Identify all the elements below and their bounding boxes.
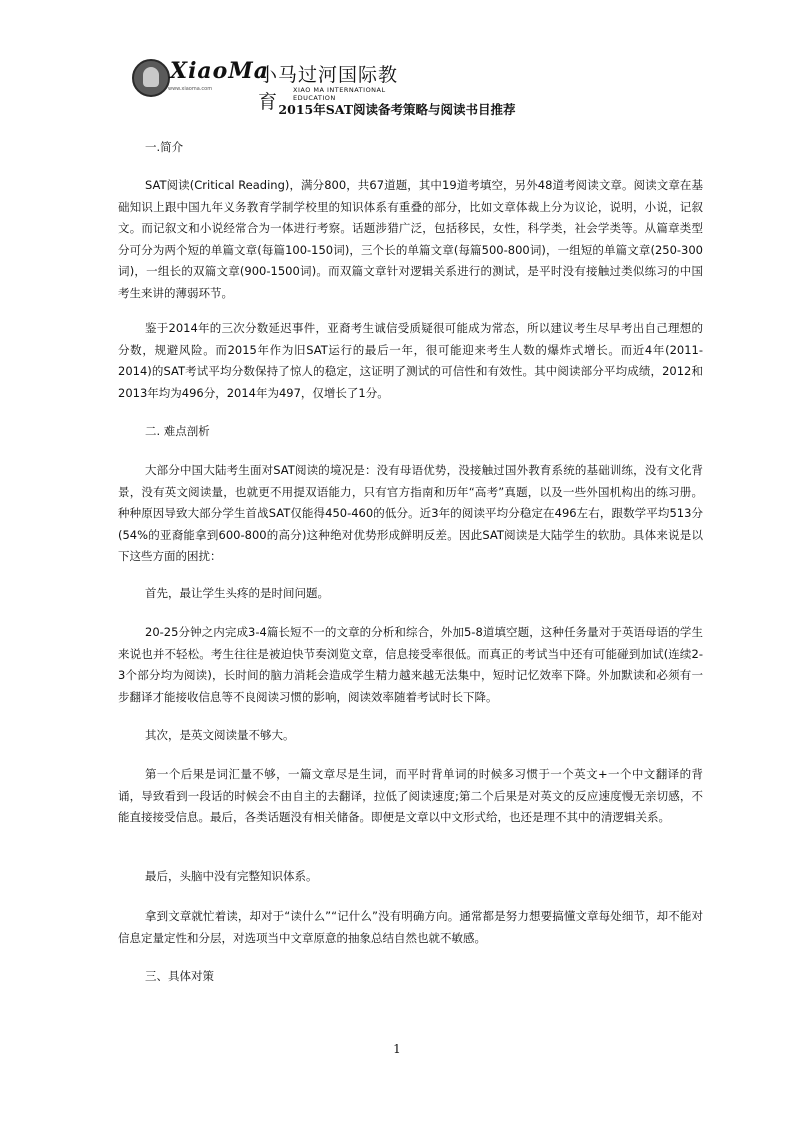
logo-header <box>128 56 399 113</box>
difficulties-paragraph-2: 20-25分钟之内完成3-4篇长短不一的文章的分析和综合，外加5-8道填空题，这种任务量对于英语母语的学生来说也并不轻松。考生往往是被迫快节奏浏览文章，信息接受率很低。而真正的考试当中还有可能碰到加试(连续2-3个部分均为阅读)，长时间的脑力消耗会造成学生精力越来越无法集中，短时记忆效率下降。外加默读和必须有一步翻译才能接收信息等不良阅读习惯的影响，阅读效率随着考试时长下降。 <box>118 625 703 704</box>
point-last: 最后，头脑中没有完整知识体系。 <box>145 869 318 883</box>
point-second: 其次，是英文阅读量不够大。 <box>145 728 295 742</box>
horse-logo-icon <box>132 59 170 97</box>
section-heading-difficulties: 二. 难点剖析 <box>145 424 210 438</box>
difficulties-paragraph-4: 拿到文章就忙着读，却对于“读什么”“记什么”没有明确方向。通常都是努力想要搞懂文章每处细节，却不能对信息定量定性和分层，对选项当中文章原意的抽象总结自然也就不敏感。 <box>118 909 703 945</box>
logo-chinese-text: 小马过河国际教育 <box>258 64 399 113</box>
difficulties-paragraph-3: 第一个后果是词汇量不够，一篇文章尽是生词，而平时背单词的时候多习惯于一个英文+一个中文翻译的背诵，导致看到一段话的时候会不由自主的去翻译，拉低了阅读速度;第二个后果是对英文的反应速度慢无亲切感，不能直接接受信息。最后，各类话题没有相关储备。即便是文章以中文形式给，也还是理不其中的清逻辑关系。 <box>118 767 703 824</box>
intro-paragraph-2: 鉴于2014年的三次分数延迟事件，亚裔考生诚信受质疑很可能成为常态，所以建议考生尽早考出自己理想的分数，规避风险。而2015年作为旧SAT运行的最后一年，很可能迎来考生人数的爆炸式增长。而近4年(2011-2014)的SAT考试平均分数保持了惊人的稳定，这证明了测试的可信性和有效性。其中阅读部分平均成绩，2012和2013年均为496分，2014年为497，仅增长了1分。 <box>118 321 703 400</box>
point-first: 首先，最让学生头疼的是时间问题。 <box>145 586 329 600</box>
logo-english-text: XIAO MA INTERNATIONAL EDUCATION <box>293 86 386 102</box>
intro-paragraph-1: SAT阅读(Critical Reading)，满分800，共67道题，其中19道考填空，另外48道考阅读文章。阅读文章在基础知识上跟中国九年义务教育学制学校里的知识体系有重叠的部分，比如文章体裁上分为议论，说明，小说，记叙文。而记叙文和小说经常合为一体进行考察。话题涉猎广泛，包括移民，女性，科学类，社会学类等。从篇章类型分可分为两个短的单篇文章(每篇100-150词)，三个长的单篇文章(每篇500-800词)，一组短的单篇文章(250-300词)，一组长的双篇文章(900-1500词)。而双篇文章针对逻辑关系进行的测试，是平时没有接触过类似练习的中国考生来讲的薄弱环节。 <box>118 178 703 300</box>
page-number: 1 <box>393 1042 401 1056</box>
logo-site-text: www.xiaoma.com <box>168 86 213 92</box>
logo-latin-text: XiaoMa <box>170 58 269 84</box>
section-heading-strategies: 三、具体对策 <box>145 969 214 983</box>
difficulties-paragraph-1: 大部分中国大陆考生面对SAT阅读的境况是：没有母语优势，没接触过国外教育系统的基础训练，没有文化背景，没有英文阅读量，也就更不用提双语能力，只有官方指南和历年“高考”真题，以及一些外国机构出的练习册。种种原因导致大部分学生首战SAT仅能得450-460的低分。近3年的阅读平均分稳定在496左右，跟数学平均513分(54%的亚裔能拿到600-800的高分)这种绝对优势形成鲜明反差。因此SAT阅读是大陆学生的软肋。具体来说是以下这些方面的困扰： <box>118 463 703 563</box>
document-title: 2015年SAT阅读备考策略与阅读书目推荐 <box>278 102 516 117</box>
section-heading-intro: 一.简介 <box>145 140 184 154</box>
